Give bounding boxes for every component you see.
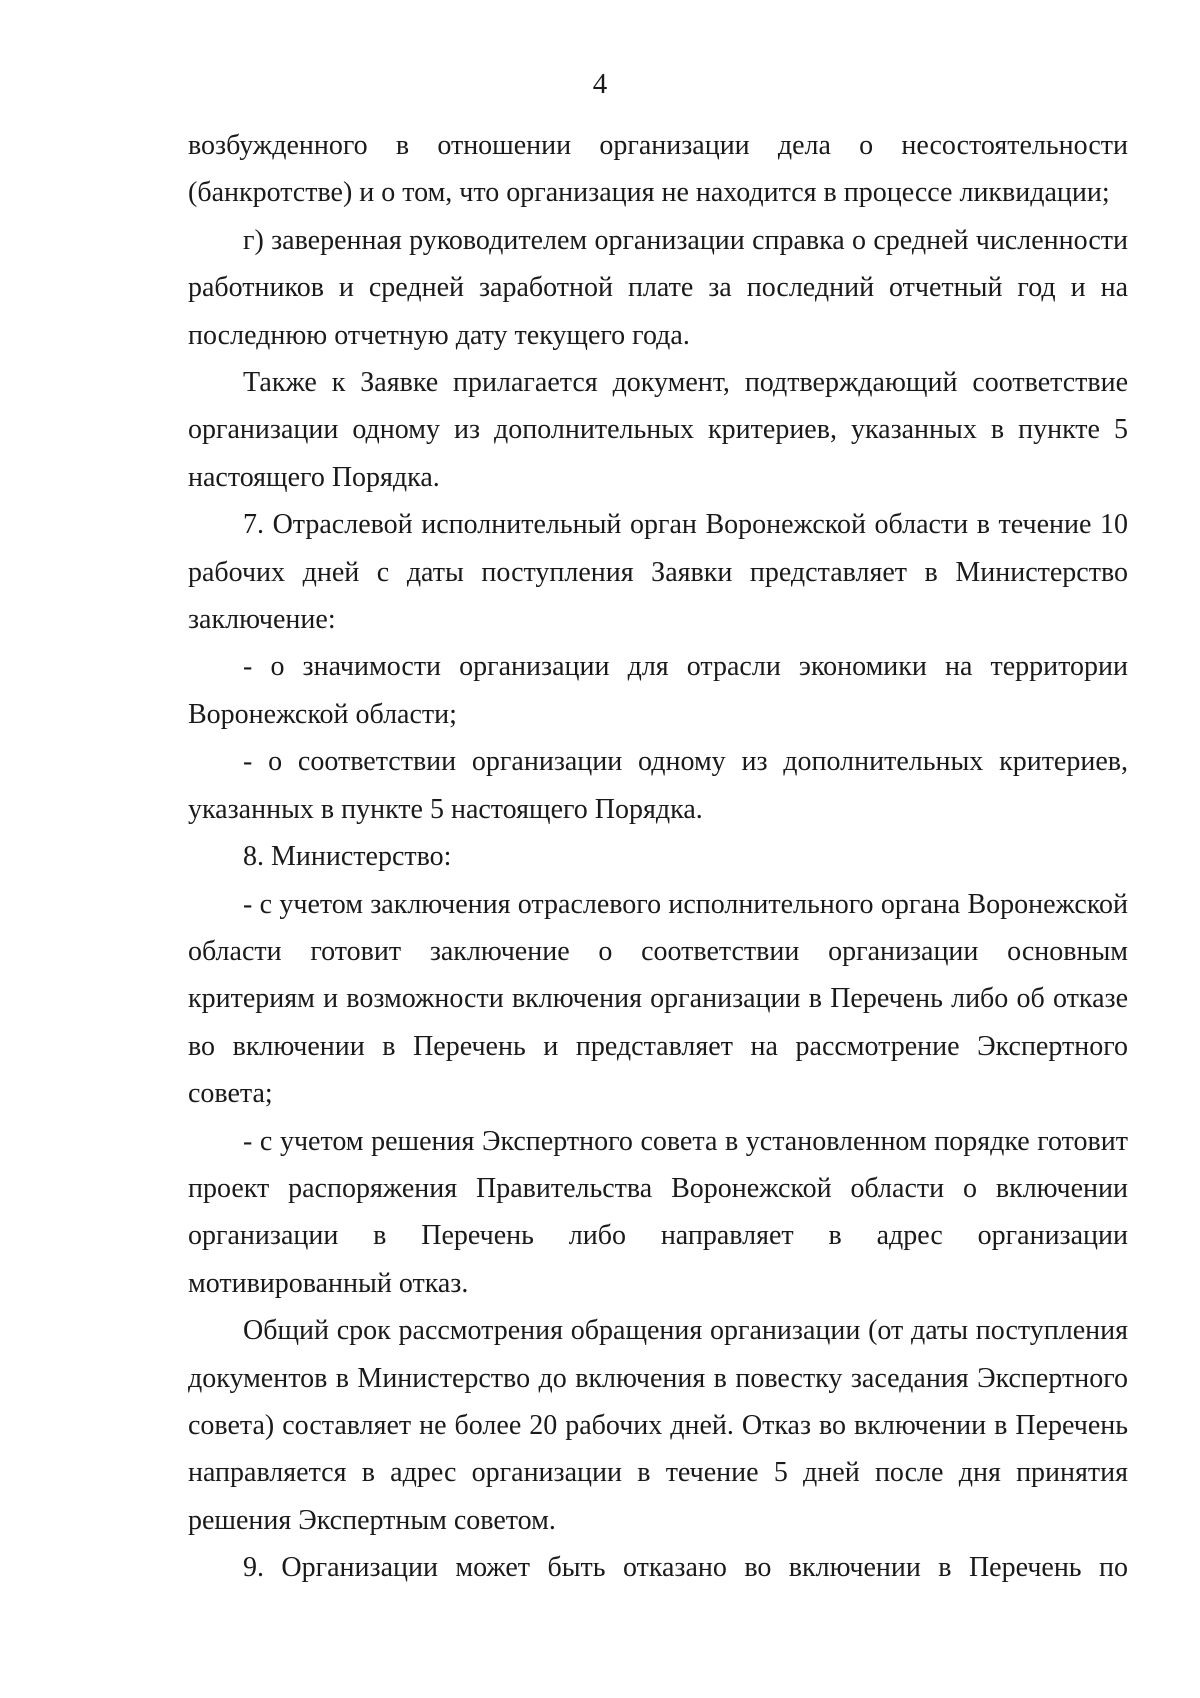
page-number: 4 [592,68,608,100]
paragraph-ministry-conclusion-bullet: - с учетом заключения отраслевого исполнительного органа Воронежской области готовит заключение о соответствии организации основным критериям и возможности включения организации в Перечень либо об отказе во включении в Перечень и представляет на рассмотрение Экспертного совета; [188,888,1128,1110]
paragraph-additional-document: Также к Заявке прилагается документ, подтверждающий соответствие организации одному из дополнительных критериев, указанных в пункте 5 настоящего Порядка. [188,367,1128,493]
paragraph-section-7: 7. Отраслевой исполнительный орган Воронежской области в течение 10 рабочих дней с даты поступления Заявки представляет в Министерство заключение: [188,509,1128,636]
paragraph-item-g-certificate: г) заверенная руководителем организации справка о средней численности работников и средней заработной плате за последний отчетный год и на последнюю отчетную дату текущего года. [188,224,1128,351]
paragraph-criteria-bullet: - о соответствии организации одному из дополнительных критериев, указанных в пункте 5 настоящего Порядка. [188,746,1128,825]
paragraph-section-8-heading: 8. Министерство: [243,841,452,873]
paragraph-significance-bullet: - о значимости организации для отрасли экономики на территории Воронежской области; [188,651,1128,730]
paragraph-bankruptcy-continuation: возбужденного в отношении организации дела о несостоятельности (банкротстве) и о том, что организация не находится в процессе ликвидации; [188,130,1128,209]
paragraph-ministry-order-bullet: - с учетом решения Экспертного совета в установленном порядке готовит проект распоряжения Правительства Воронежской области о включении организации в Перечень либо направляет в адрес организации мотивированный отказ. [188,1125,1128,1299]
paragraph-review-period: Общий срок рассмотрения обращения организации (от даты поступления документов в Министерство до включения в повестку заседания Экспертного совета) составляет не более 20 рабочих дней. Отказ во включении в Перечень направляется в адрес организации в течение 5 дней после дня принятия решения Экспертным советом. [188,1315,1128,1536]
document-body [188,122,1128,1592]
paragraph-section-9: 9. Организации может быть отказано во включении в Перечень по [243,1552,1128,1584]
